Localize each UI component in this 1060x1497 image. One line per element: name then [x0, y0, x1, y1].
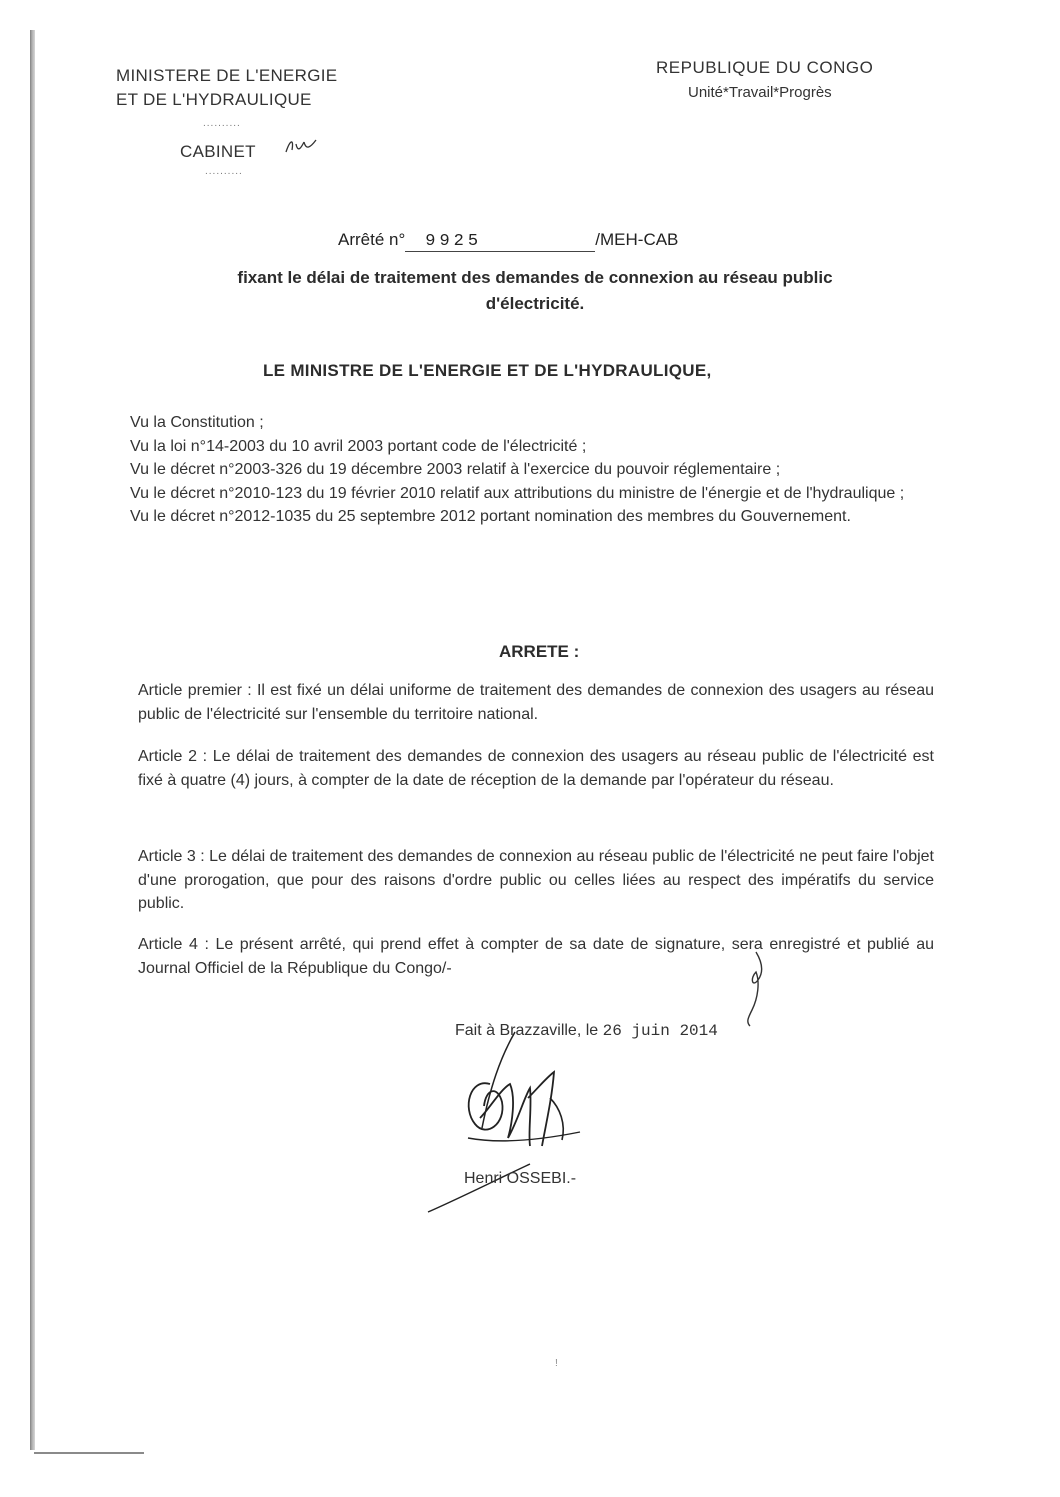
visa-item: Vu la Constitution ; — [130, 414, 264, 431]
visa-item: Vu le décret n°2012-1035 du 25 septembre 2012 portant nomination des membres du Gouvernement. — [130, 508, 851, 525]
cabinet-label: CABINET — [180, 142, 256, 161]
signature-place: Fait à Brazzaville, le — [455, 1022, 599, 1039]
decree-number: 9925 — [425, 232, 483, 251]
visas-block — [130, 411, 926, 529]
cabinet-initials-mark — [282, 134, 322, 160]
signature-date: 26 juin 2014 — [602, 1022, 718, 1040]
scan-edge — [30, 30, 35, 1450]
article-2: Article 2 : Le délai de traitement des demandes de connexion des usagers au réseau public de l'électricité est fixé à quatre (4) jours, à compter de la date de réception de la demande par l'opérateur du réseau. — [138, 748, 934, 789]
decree-suffix: /MEH-CAB — [595, 230, 679, 249]
header-dots-2: .......... — [205, 166, 243, 177]
header-dots: .......... — [203, 118, 241, 129]
national-motto: Unité*Travail*Progrès — [688, 84, 832, 101]
paraph-mark — [736, 948, 776, 1028]
article-3: Article 3 : Le délai de traitement des demandes de connexion au réseau public de l'électricité ne peut faire l'objet d'une prorogation, que pour des raisons d'ordre public ou celles liées au respect des impératifs du service public. — [138, 848, 934, 912]
decree-prefix: Arrêté n° — [338, 230, 406, 249]
visa-item: Vu le décret n°2010-123 du 19 février 2010 relatif aux attributions du ministre de l'énergie et de l'hydraulique ; — [130, 484, 905, 502]
scan-artifact-line — [34, 1452, 144, 1454]
decree-subject-line-2: d'électricité. — [485, 294, 585, 313]
issuing-authority: LE MINISTRE DE L'ENERGIE ET DE L'HYDRAULIQUE, — [263, 361, 712, 380]
page-mark: ! — [555, 1358, 558, 1369]
country-name: REPUBLIQUE DU CONGO — [656, 58, 874, 77]
ministry-line-1: MINISTERE DE L'ENERGIE — [116, 66, 338, 85]
visa-item: Vu le décret n°2003-326 du 19 décembre 2003 relatif à l'exercice du pouvoir réglementaire ; — [130, 461, 781, 478]
signatory-name: Henri OSSEBI.- — [464, 1170, 577, 1187]
article-4: Article 4 : Le présent arrêté, qui prend effet à compter de sa date de signature, sera enregistré et publié au Journal Officiel de la République du Congo/- — [138, 936, 934, 977]
handwritten-signature — [420, 1028, 620, 1218]
decree-subject-line-1: fixant le délai de traitement des demandes de connexion au réseau public — [237, 268, 833, 287]
arrete-heading: ARRETE : — [499, 642, 580, 661]
ministry-line-2: ET DE L'HYDRAULIQUE — [116, 90, 312, 109]
decree-number-line — [338, 230, 678, 252]
article-1: Article premier : Il est fixé un délai uniforme de traitement des demandes de connexion des usagers au réseau public de l'électricité sur l'ensemble du territoire national. — [138, 682, 934, 723]
visa-item: Vu la loi n°14-2003 du 10 avril 2003 portant code de l'électricité ; — [130, 437, 587, 455]
